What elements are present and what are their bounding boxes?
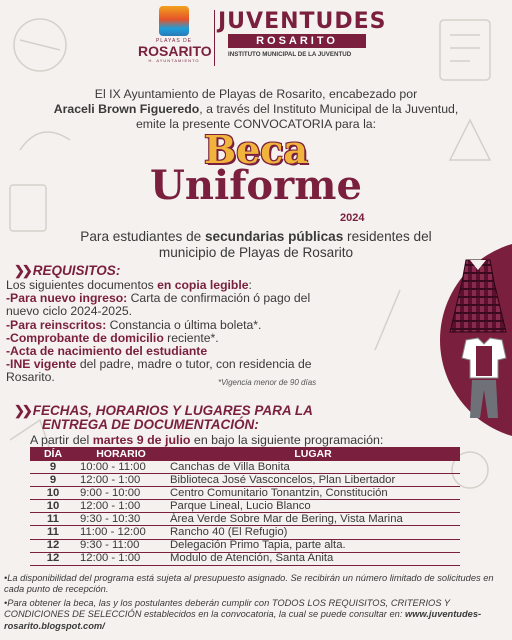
cell-place: Canchas de Villa Bonita [166, 461, 460, 474]
intro-line1: El IX Ayuntamiento de Playas de Rosarito, encabezado por [94, 87, 418, 101]
title-beca: Beca [203, 127, 309, 172]
table-row [30, 474, 460, 487]
req-intro-post: : [248, 278, 252, 292]
vigencia-note: *Vigencia menor de 90 días [218, 378, 317, 387]
fechas-intro-pre: A partir del [30, 433, 93, 447]
fechas-intro [30, 433, 383, 447]
cell-time: 9:30 - 11:00 [76, 539, 166, 552]
req-item-bold: -Acta de nacimiento del estudiante [6, 344, 208, 359]
cell-day: 9 [30, 461, 76, 474]
cell-time: 12:00 - 1:00 [76, 474, 166, 487]
table-row [30, 526, 460, 539]
juventudes-title: JUVENTUDES [218, 9, 387, 34]
note-requisitos [4, 598, 509, 632]
req-item-bold: -Para reinscritos: [6, 317, 107, 332]
cell-place: Centro Comunitario Tonantzin, Constitución [166, 487, 460, 500]
subtitle-pre: Para estudiantes de [80, 229, 205, 244]
intro-line2: , a través del Instituto Municipal de la Juventud, [199, 102, 459, 116]
subtitle-line2: municipio de Playas de Rosarito [158, 245, 354, 260]
req-intro-bold: en copia legible [157, 278, 249, 292]
table-row [30, 461, 460, 474]
cell-place: Modulo de Atención, Santa Anita [166, 552, 460, 565]
logo-rosarito-text: ROSARITO [138, 43, 212, 59]
req-item-bold: -Comprobante de domicilio [6, 330, 164, 345]
logo-ayuntamiento-text: H. AYUNTAMIENTO [148, 58, 200, 63]
column-header-horario: HORARIO [76, 447, 166, 461]
footnotes [4, 573, 509, 634]
juventudes-logo [218, 10, 388, 58]
fechas-heading-line2: ENTREGA DE DOCUMENTACIÓN: [42, 417, 259, 432]
fechas-intro-post: en bajo la siguiente programación: [190, 433, 384, 447]
cell-place: Delegación Primo Tapia, parte alta. [166, 539, 460, 552]
cell-day: 10 [30, 487, 76, 500]
req-item-bold: -INE vigente [6, 357, 77, 372]
fechas-heading-line1: FECHAS, HORARIOS Y LUGARES PARA LA [32, 403, 313, 418]
title-uniforme: Uniforme [150, 162, 362, 209]
cell-time: 9:00 - 10:00 [76, 487, 166, 500]
cell-time: 12:00 - 1:00 [76, 500, 166, 513]
sun-wave-logo-icon [159, 6, 189, 36]
req-item-text: Carta de confirmación ó pago del nuevo ciclo 2024-2025. [6, 291, 311, 319]
intro-text [10, 87, 502, 132]
intro-name: Araceli Brown Figueredo [53, 102, 200, 116]
cell-place: Área Verde Sobre Mar de Bering, Vista Marina [166, 513, 460, 526]
header [0, 0, 512, 78]
chevrons-icon: ❯❯ [14, 263, 30, 278]
table-header-row [30, 447, 460, 461]
table-row [30, 552, 460, 565]
table-row [30, 513, 460, 526]
rosarito-logo [138, 6, 210, 70]
logo-playas-text: PLAYAS DE [155, 38, 193, 44]
req-item-text: reciente*. [163, 330, 219, 345]
juventudes-subtitle: INSTITUTO MUNICIPAL DE LA JUVENTUD [228, 51, 352, 58]
column-header-dia: DÍA [30, 447, 76, 461]
title-year: 2024 [340, 212, 365, 224]
cell-time: 12:00 - 1:00 [76, 552, 166, 565]
subtitle [40, 229, 472, 261]
requisitos-heading-text: REQUISITOS: [32, 263, 121, 278]
cell-place: Parque Lineal, Lucio Blanco [166, 500, 460, 513]
cell-place: Biblioteca José Vasconcelos, Plan Libertador [166, 474, 460, 487]
req-item-text: Constancia o última boleta*. [106, 317, 262, 332]
cell-place: Rancho 40 (El Refugio) [166, 526, 460, 539]
cell-day: 11 [30, 513, 76, 526]
cell-day: 11 [30, 526, 76, 539]
chevrons-icon: ❯❯ [14, 403, 30, 418]
blog-link[interactable]: www.juventudes-rosarito.blogspot.com/ [4, 609, 482, 631]
intro-line3: emite la presente CONVOCATORIA para la: [135, 117, 377, 131]
req-intro-pre: Los siguientes documentos [6, 278, 158, 292]
column-header-lugar: LUGAR [166, 447, 460, 461]
requisitos-list [6, 279, 336, 385]
list-item [6, 292, 336, 318]
req-item-text: del padre, madre o tutor, con residencia de Rosarito. [6, 357, 312, 385]
cell-day: 12 [30, 552, 76, 565]
req-item-bold: -Para nuevo ingreso: [6, 291, 128, 306]
cell-day: 9 [30, 474, 76, 487]
table-row [30, 500, 460, 513]
table-row [30, 487, 460, 500]
uniform-shirt-pants-icon [460, 336, 508, 420]
cell-time: 10:00 - 11:00 [76, 461, 166, 474]
fechas-heading [14, 404, 313, 432]
note-requisitos-text: •Para obtener la beca, las y los postulantes deberán cumplir con TODOS LOS REQUISITOS, CRITERIOS Y CONDICIONES DE SELECCIÓN establecidos en la convocatoria, la cual se puede consultar en: [4, 597, 450, 620]
cell-time: 9:30 - 10:30 [76, 513, 166, 526]
cell-day: 12 [30, 539, 76, 552]
fechas-intro-bold: martes 9 de julio [92, 433, 191, 447]
cell-day: 10 [30, 500, 76, 513]
page-title [0, 127, 512, 209]
requisitos-heading [14, 264, 120, 278]
uniform-jumper-icon [448, 256, 508, 336]
subtitle-post: residentes del [343, 229, 432, 244]
schedule-table [30, 447, 460, 566]
subtitle-bold: secundarias públicas [205, 229, 344, 244]
header-divider [214, 10, 215, 66]
juventudes-rosarito-bar: ROSARITO [228, 34, 366, 48]
cell-time: 11:00 - 12:00 [76, 526, 166, 539]
table-row [30, 539, 460, 552]
note-disponibilidad: •La disponibilidad del programa está sujeta al presupuesto asignado. Se recibirán un número limitado de solicitudes en cada punto de recepción. [4, 573, 494, 595]
